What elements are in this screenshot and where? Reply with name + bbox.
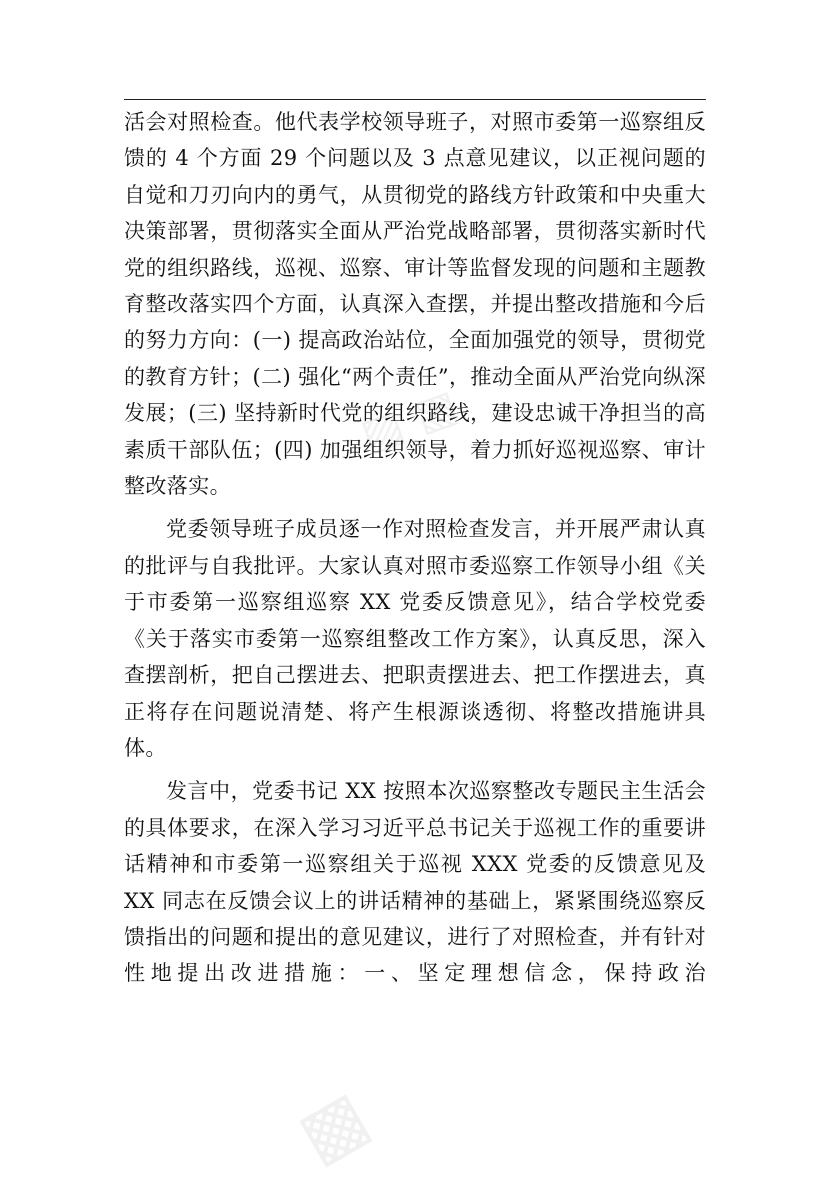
paragraph-2: 党委领导班子成员逐一作对照检查发言，并开展严肃认真的批评与自我批评。大家认真对照市委巡察工作领导小组《关于市委第一巡察组巡察 XX 党委反馈意见》，结合学校党委《关于落实市委第一巡察组整改工作方案》，认真反思，深入查摆剖析，把自己摆进去、把职责摆进去、把工作摆进去，真正将存在问题说清楚、将产生根源谈透彻、将整改措施讲具体。: [124, 517, 706, 760]
paragraph-1: 活会对照检查。他代表学校领导班子，对照市委第一巡察组反馈的 4 个方面 29 个问题以及 3 点意见建议，以正视问题的自觉和刀刃向内的勇气，从贯彻党的路线方针政策和中央重大决策部署，贯彻落实全面从严治党战略部署，贯彻落实新时代党的组织路线，巡视、巡察、审计等监督发现的问题和主题教育整改落实四个方面，认真深入查摆，并提出整改措施和今后的努力方向：(一) 提高政治站位，全面加强党的领导，贯彻党的教育方针；(二) 强化“两个责任”，推动全面从严治党向纵深发展；(三) 坚持新时代党的组织路线，建设忠诚干净担当的高素质干部队伍；(四) 加强组织领导，着力抓好巡视巡察、审计整改落实。: [124, 110, 706, 499]
watermark-logo-bottom: ▩: [283, 1073, 383, 1178]
header-rule: [124, 99, 706, 100]
paragraph-3: 发言中，党委书记 XX 按照本次巡察整改专题民主生活会的具体要求，在深入学习习近平总书记关于巡视工作的重要讲话精神和市委第一巡察组关于巡视 XXX 党委的反馈意见及 XX 同志在反馈会议上的讲话精神的基础上，紧紧围绕巡察反馈指出的问题和提出的意见建议，进行了对照检查，并有针对性地提出改进措施：一、坚定理想信念，保持政治: [124, 779, 706, 986]
watermark-logo: ▨ ▧: [354, 379, 465, 462]
document-body: [124, 104, 706, 999]
